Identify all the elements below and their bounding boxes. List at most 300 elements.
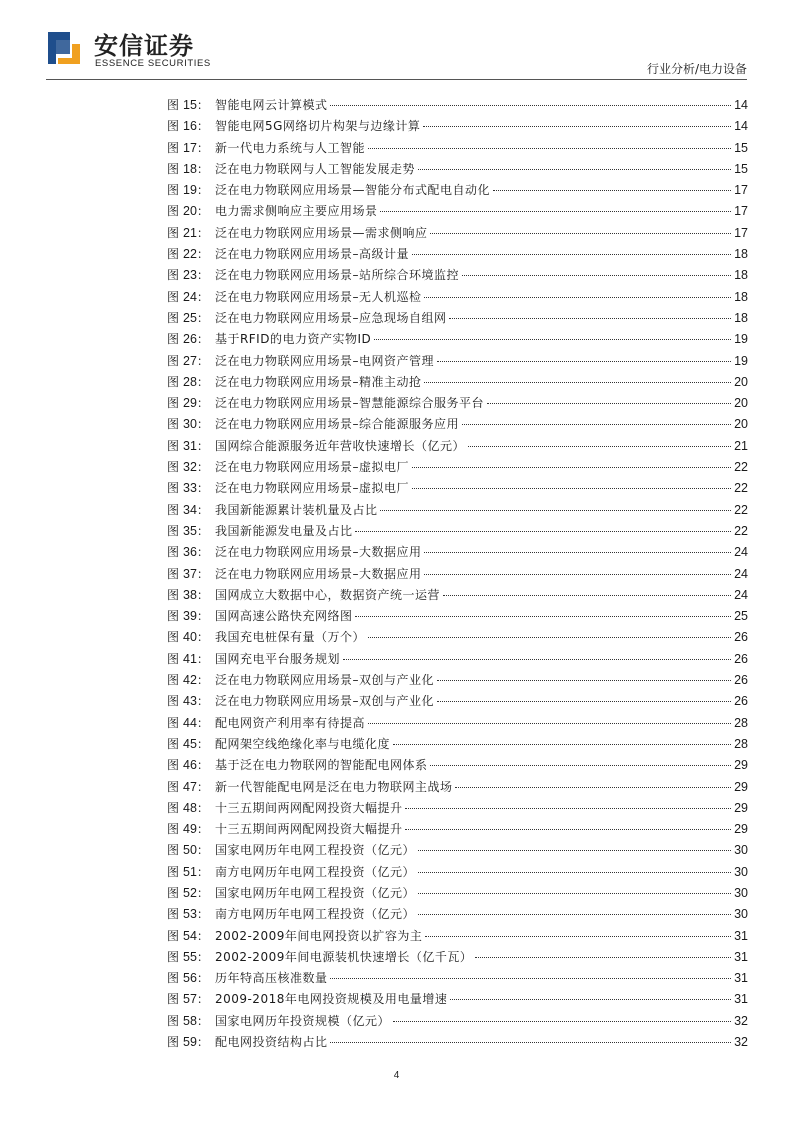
toc-entry[interactable]	[167, 181, 748, 202]
figure-number: 48	[183, 800, 197, 815]
toc-entry[interactable]	[167, 501, 748, 522]
dot-leader	[475, 957, 731, 958]
figure-label: 图	[167, 907, 180, 922]
figure-separator: ：	[196, 396, 209, 411]
toc-entry[interactable]	[167, 628, 748, 649]
toc-entry[interactable]	[167, 884, 748, 905]
figure-separator: ：	[196, 673, 209, 688]
figure-number: 51	[183, 864, 197, 879]
figure-number: 15	[183, 98, 197, 112]
figure-label: 图	[167, 225, 180, 240]
page-reference: 17	[734, 183, 748, 198]
dot-leader	[393, 1021, 731, 1022]
page-reference: 17	[734, 225, 748, 240]
figure-label: 图	[167, 736, 180, 751]
toc-entry[interactable]	[167, 139, 748, 160]
page-header	[0, 0, 793, 80]
dot-leader	[424, 297, 731, 298]
toc-entry[interactable]	[167, 117, 748, 138]
figure-number: 21	[183, 225, 197, 240]
figure-title: 2002-2009年间电网投资以扩容为主	[214, 928, 423, 943]
figure-separator: ：	[196, 609, 209, 624]
dot-leader	[424, 552, 731, 553]
toc-entry[interactable]	[167, 692, 748, 713]
toc-entry[interactable]	[167, 330, 748, 351]
toc-entry[interactable]	[167, 756, 748, 777]
figure-number: 52	[183, 885, 197, 900]
page-reference: 25	[734, 609, 748, 624]
figure-title: 泛在电力物联网应用场景–虚拟电厂	[214, 481, 409, 496]
figure-title: 国家电网历年电网工程投资（亿元）	[214, 885, 415, 900]
page-reference: 26	[734, 673, 748, 688]
dot-leader	[468, 446, 731, 447]
figure-number: 34	[183, 502, 197, 517]
figure-title: 我国充电桩保有量（万个）	[214, 630, 365, 645]
toc-entry[interactable]	[167, 586, 748, 607]
figure-separator: ：	[196, 98, 209, 112]
figure-number: 31	[183, 438, 197, 453]
figure-title: 泛在电力物联网与人工智能发展走势	[214, 161, 415, 176]
figure-separator: ：	[196, 907, 209, 922]
figure-title: 国网充电平台服务规划	[214, 651, 340, 666]
dot-leader	[405, 808, 731, 809]
figure-title: 泛在电力物联网应用场景–站所综合环境监控	[214, 268, 459, 283]
page-reference: 24	[734, 587, 748, 602]
page-reference: 19	[734, 332, 748, 347]
figure-separator: ：	[196, 992, 209, 1007]
page-reference: 24	[734, 545, 748, 560]
dot-leader	[368, 637, 731, 638]
figure-label: 图	[167, 268, 180, 283]
page-reference: 26	[734, 694, 748, 709]
figure-separator: ：	[196, 587, 209, 602]
figure-label: 图	[167, 161, 180, 176]
figure-label: 图	[167, 992, 180, 1007]
figure-title: 基于泛在电力物联网的智能配电网体系	[214, 758, 428, 773]
page-reference: 21	[734, 438, 748, 453]
figure-title: 智能电网5G网络切片构架与边缘计算	[214, 119, 421, 134]
figure-separator: ：	[196, 502, 209, 517]
figure-title: 2002-2009年间电源装机快速增长（亿千瓦）	[214, 949, 473, 964]
figure-number: 35	[183, 523, 197, 538]
page-reference: 14	[734, 98, 748, 112]
toc-entry[interactable]	[167, 352, 748, 373]
dot-leader	[437, 701, 731, 702]
figure-title: 2009-2018年电网投资规模及用电量增速	[214, 992, 448, 1007]
figure-number: 54	[183, 928, 197, 943]
figure-title: 十三五期间两网配网投资大幅提升	[214, 800, 403, 815]
figure-title: 泛在电力物联网应用场景–精准主动抢	[214, 374, 422, 389]
figure-number: 45	[183, 736, 197, 751]
figure-title: 泛在电力物联网应用场景–应急现场自组网	[214, 310, 447, 325]
figure-label: 图	[167, 289, 180, 304]
toc-entry[interactable]	[167, 394, 748, 415]
toc-entry[interactable]	[167, 820, 748, 841]
figure-label: 图	[167, 630, 180, 645]
dot-leader	[437, 361, 731, 362]
toc-entry[interactable]	[167, 778, 748, 799]
logo-chinese-name: 安信证券	[94, 32, 194, 60]
toc-entry[interactable]	[167, 522, 748, 543]
figure-label: 图	[167, 98, 180, 112]
figure-label: 图	[167, 417, 180, 432]
dot-leader	[380, 211, 731, 212]
figure-label: 图	[167, 374, 180, 389]
dot-leader	[418, 872, 731, 873]
dot-leader	[443, 595, 731, 596]
figure-number: 18	[183, 161, 197, 176]
page-reference: 31	[734, 949, 748, 964]
figure-number: 23	[183, 268, 197, 283]
page-reference: 30	[734, 907, 748, 922]
dot-leader	[425, 936, 731, 937]
figure-title: 南方电网历年电网工程投资（亿元）	[214, 907, 415, 922]
toc-entry[interactable]	[167, 969, 748, 990]
figure-label: 图	[167, 140, 180, 155]
dot-leader	[412, 254, 731, 255]
figure-number: 40	[183, 630, 197, 645]
figure-title: 基于RFID的电力资产实物ID	[214, 332, 372, 347]
toc-entry[interactable]	[167, 437, 748, 458]
toc-entry[interactable]	[167, 309, 748, 330]
figure-separator: ：	[196, 545, 209, 560]
dot-leader	[449, 318, 731, 319]
toc-entry[interactable]	[167, 927, 748, 948]
figure-label: 图	[167, 779, 180, 794]
figure-label: 图	[167, 204, 180, 219]
figure-title: 泛在电力物联网应用场景—需求侧响应	[214, 225, 428, 240]
page-reference: 22	[734, 481, 748, 496]
toc-entry[interactable]	[167, 373, 748, 394]
toc-entry[interactable]	[167, 735, 748, 756]
figure-title: 泛在电力物联网应用场景–高级计量	[214, 247, 409, 262]
toc-entry[interactable]	[167, 1012, 748, 1033]
dot-leader	[330, 105, 731, 106]
figure-separator: ：	[196, 310, 209, 325]
figure-separator: ：	[196, 438, 209, 453]
figure-separator: ：	[196, 481, 209, 496]
page-reference: 22	[734, 523, 748, 538]
page-reference: 24	[734, 566, 748, 581]
figure-separator: ：	[196, 694, 209, 709]
figure-label: 图	[167, 1035, 180, 1050]
dot-leader	[430, 233, 731, 234]
dot-leader	[462, 275, 731, 276]
dot-leader	[393, 744, 731, 745]
figure-separator: ：	[196, 971, 209, 986]
dot-leader	[487, 403, 731, 404]
dot-leader	[462, 424, 731, 425]
figure-label: 图	[167, 460, 180, 475]
figure-separator: ：	[196, 630, 209, 645]
page-reference: 15	[734, 140, 748, 155]
figure-separator: ：	[196, 822, 209, 837]
figure-label: 图	[167, 566, 180, 581]
figure-title: 智能电网云计算模式	[214, 98, 328, 112]
page-reference: 20	[734, 396, 748, 411]
page-reference: 31	[734, 928, 748, 943]
figure-separator: ：	[196, 332, 209, 347]
dot-leader	[418, 850, 731, 851]
dot-leader	[418, 914, 731, 915]
figure-number: 16	[183, 119, 197, 134]
figure-title: 电力需求侧响应主要应用场景	[214, 204, 378, 219]
figure-label: 图	[167, 587, 180, 602]
page-reference: 14	[734, 119, 748, 134]
toc-entry[interactable]	[167, 650, 748, 671]
figure-label: 图	[167, 545, 180, 560]
figure-title: 国网成立大数据中心，数据资产统一运营	[214, 587, 440, 602]
figure-label: 图	[167, 885, 180, 900]
figure-separator: ：	[196, 460, 209, 475]
figure-number: 36	[183, 545, 197, 560]
figure-number: 57	[183, 992, 197, 1007]
figure-title: 泛在电力物联网应用场景–大数据应用	[214, 545, 422, 560]
figure-number: 17	[183, 140, 197, 155]
dot-leader	[412, 488, 731, 489]
figure-separator: ：	[196, 651, 209, 666]
page-reference: 18	[734, 310, 748, 325]
figure-separator: ：	[196, 949, 209, 964]
figure-separator: ：	[196, 140, 209, 155]
figure-number: 47	[183, 779, 197, 794]
dot-leader	[493, 190, 731, 191]
section-title: 行业分析/电力设备	[646, 62, 747, 76]
figure-title: 历年特高压核准数量	[214, 971, 328, 986]
page-reference: 17	[734, 204, 748, 219]
page-reference: 31	[734, 992, 748, 1007]
figure-label: 图	[167, 438, 180, 453]
figure-label: 图	[167, 971, 180, 986]
figure-number: 50	[183, 843, 197, 858]
figure-separator: ：	[196, 715, 209, 730]
dot-leader	[355, 616, 731, 617]
toc-entry[interactable]	[167, 224, 748, 245]
figure-label: 图	[167, 523, 180, 538]
toc-entry[interactable]	[167, 245, 748, 266]
figure-separator: ：	[196, 183, 209, 198]
figure-label: 图	[167, 353, 180, 368]
page-reference: 19	[734, 353, 748, 368]
figure-number: 19	[183, 183, 197, 198]
figure-number: 33	[183, 481, 197, 496]
toc-entry[interactable]	[167, 905, 748, 926]
toc-entry[interactable]	[167, 990, 748, 1011]
figure-separator: ：	[196, 566, 209, 581]
figure-title: 南方电网历年电网工程投资（亿元）	[214, 864, 415, 879]
figure-label: 图	[167, 822, 180, 837]
figure-title: 国网高速公路快充网络图	[214, 609, 353, 624]
dot-leader	[412, 467, 731, 468]
toc-entry[interactable]	[167, 799, 748, 820]
figure-title: 我国新能源发电量及占比	[214, 523, 353, 538]
figure-title: 泛在电力物联网应用场景–双创与产业化	[214, 673, 434, 688]
figure-separator: ：	[196, 417, 209, 432]
page-reference: 30	[734, 843, 748, 858]
figure-number: 56	[183, 971, 197, 986]
dot-leader	[330, 1042, 731, 1043]
figure-separator: ：	[196, 843, 209, 858]
toc-entry[interactable]	[167, 415, 748, 436]
page-reference: 18	[734, 247, 748, 262]
figure-label: 图	[167, 800, 180, 815]
figure-number: 28	[183, 374, 197, 389]
header-divider	[46, 79, 747, 80]
figure-number: 42	[183, 673, 197, 688]
toc-entry[interactable]	[167, 948, 748, 969]
dot-leader	[405, 829, 731, 830]
toc-entry[interactable]	[167, 458, 748, 479]
figure-label: 图	[167, 1013, 180, 1028]
figure-separator: ：	[196, 1013, 209, 1028]
dot-leader	[430, 765, 731, 766]
dot-leader	[368, 148, 731, 149]
figure-separator: ：	[196, 225, 209, 240]
toc-entry[interactable]	[167, 671, 748, 692]
figure-number: 20	[183, 204, 197, 219]
dot-leader	[355, 531, 731, 532]
figure-title: 配网架空线绝缘化率与电缆化度	[214, 736, 390, 751]
figure-separator: ：	[196, 289, 209, 304]
figure-title: 新一代智能配电网是泛在电力物联网主战场	[214, 779, 453, 794]
toc-entry[interactable]	[167, 1033, 748, 1054]
figure-title: 泛在电力物联网应用场景–大数据应用	[214, 566, 422, 581]
figure-title: 泛在电力物联网应用场景–智慧能源综合服务平台	[214, 396, 484, 411]
page-reference: 26	[734, 630, 748, 645]
figure-label: 图	[167, 609, 180, 624]
dot-leader	[424, 382, 731, 383]
page-reference: 30	[734, 864, 748, 879]
figure-label: 图	[167, 949, 180, 964]
figure-number: 39	[183, 609, 197, 624]
figure-number: 49	[183, 822, 197, 837]
figure-label: 图	[167, 864, 180, 879]
essence-logo-icon	[46, 30, 82, 66]
toc-entry[interactable]	[167, 96, 748, 117]
figure-list	[167, 96, 748, 1054]
figure-title: 国家电网历年投资规模（亿元）	[214, 1013, 390, 1028]
page-reference: 20	[734, 417, 748, 432]
figure-number: 27	[183, 353, 197, 368]
figure-label: 图	[167, 694, 180, 709]
dot-leader	[418, 893, 731, 894]
figure-title: 配电网资产利用率有待提高	[214, 715, 365, 730]
figure-separator: ：	[196, 1035, 209, 1050]
figure-title: 国家电网历年电网工程投资（亿元）	[214, 843, 415, 858]
toc-entry[interactable]	[167, 841, 748, 862]
toc-entry[interactable]	[167, 863, 748, 884]
figure-separator: ：	[196, 247, 209, 262]
page-reference: 29	[734, 800, 748, 815]
figure-label: 图	[167, 396, 180, 411]
dot-leader	[423, 126, 731, 127]
figure-number: 53	[183, 907, 197, 922]
figure-number: 25	[183, 310, 197, 325]
page-reference: 31	[734, 971, 748, 986]
dot-leader	[374, 339, 731, 340]
figure-label: 图	[167, 843, 180, 858]
figure-separator: ：	[196, 161, 209, 176]
figure-label: 图	[167, 332, 180, 347]
page-reference: 32	[734, 1035, 748, 1050]
figure-separator: ：	[196, 928, 209, 943]
figure-label: 图	[167, 247, 180, 262]
figure-separator: ：	[196, 374, 209, 389]
page-reference: 29	[734, 779, 748, 794]
figure-label: 图	[167, 481, 180, 496]
figure-number: 46	[183, 758, 197, 773]
page-reference: 28	[734, 736, 748, 751]
figure-title: 泛在电力物联网应用场景–综合能源服务应用	[214, 417, 459, 432]
page-reference: 22	[734, 502, 748, 517]
page-reference: 30	[734, 885, 748, 900]
toc-entry[interactable]	[167, 714, 748, 735]
dot-leader	[368, 723, 731, 724]
figure-title: 新一代电力系统与人工智能	[214, 140, 365, 155]
figure-label: 图	[167, 715, 180, 730]
toc-entry[interactable]	[167, 543, 748, 564]
page-reference: 20	[734, 374, 748, 389]
page-reference: 18	[734, 289, 748, 304]
figure-title: 泛在电力物联网应用场景—智能分布式配电自动化	[214, 183, 490, 198]
figure-number: 29	[183, 396, 197, 411]
figure-number: 58	[183, 1013, 197, 1028]
page-reference: 15	[734, 161, 748, 176]
figure-separator: ：	[196, 779, 209, 794]
figure-title: 国网综合能源服务近年营收快速增长（亿元）	[214, 438, 465, 453]
figure-label: 图	[167, 119, 180, 134]
figure-number: 44	[183, 715, 197, 730]
figure-number: 55	[183, 949, 197, 964]
figure-number: 26	[183, 332, 197, 347]
figure-label: 图	[167, 310, 180, 325]
page-reference: 28	[734, 715, 748, 730]
dot-leader	[330, 978, 731, 979]
figure-label: 图	[167, 928, 180, 943]
toc-entry[interactable]	[167, 479, 748, 500]
toc-entry[interactable]	[167, 160, 748, 181]
page-reference: 29	[734, 758, 748, 773]
figure-separator: ：	[196, 864, 209, 879]
figure-label: 图	[167, 183, 180, 198]
figure-separator: ：	[196, 204, 209, 219]
figure-label: 图	[167, 673, 180, 688]
figure-number: 30	[183, 417, 197, 432]
toc-entry[interactable]	[167, 607, 748, 628]
figure-number: 37	[183, 566, 197, 581]
figure-separator: ：	[196, 736, 209, 751]
dot-leader	[418, 169, 731, 170]
figure-label: 图	[167, 502, 180, 517]
figure-separator: ：	[196, 758, 209, 773]
figure-title: 泛在电力物联网应用场景–虚拟电厂	[214, 460, 409, 475]
dot-leader	[437, 680, 731, 681]
toc-entry[interactable]	[167, 288, 748, 309]
figure-title: 泛在电力物联网应用场景–双创与产业化	[214, 694, 434, 709]
toc-entry[interactable]	[167, 202, 748, 223]
figure-number: 59	[183, 1035, 197, 1050]
figure-number: 38	[183, 587, 197, 602]
figure-label: 图	[167, 651, 180, 666]
toc-entry[interactable]	[167, 565, 748, 586]
dot-leader	[343, 659, 731, 660]
figure-separator: ：	[196, 523, 209, 538]
figure-separator: ：	[196, 353, 209, 368]
page-reference: 26	[734, 651, 748, 666]
figure-number: 24	[183, 289, 197, 304]
figure-title: 十三五期间两网配网投资大幅提升	[214, 822, 403, 837]
toc-entry[interactable]	[167, 266, 748, 287]
